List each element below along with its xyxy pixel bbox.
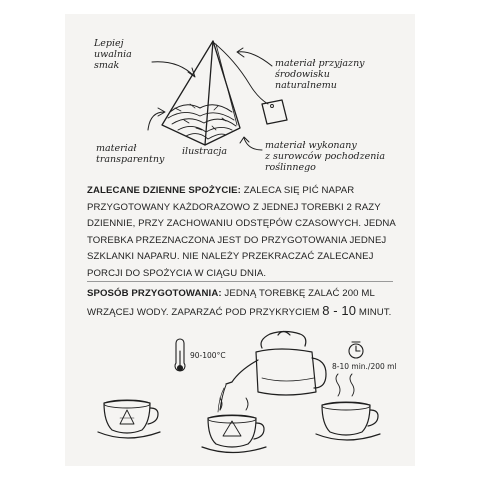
pyramid-tea-bag-icon	[162, 41, 287, 145]
cup-with-tea-bag-icon	[98, 400, 160, 438]
label-eco-friendly: materiał przyjazny środowisku naturalnemu	[275, 58, 365, 91]
cup-ready-icon	[316, 374, 380, 440]
label-transparent: materiał transparentny	[96, 143, 165, 165]
preparation-section: SPOSÓB PRZYGOTOWANIA: JEDNĄ TOREBKĘ ZALAĆ 200 ML WRZĄCEJ WODY. ZAPARZAĆ POD PRZYKRYCIEM 8 - 10 MINUT.	[87, 288, 392, 318]
steep-time: 8 - 10	[322, 302, 357, 318]
dosage-heading: ZALECANE DZIENNE SPOŻYCIE:	[87, 185, 241, 196]
kettle-icon	[226, 332, 326, 396]
cup-steeping-icon	[202, 398, 266, 453]
label-taste: Lepiej uwalnia smak	[94, 38, 132, 71]
preparation-heading: SPOSÓB PRZYGOTOWANIA:	[87, 288, 222, 299]
time-volume-label: 8-10 min./200 ml	[332, 362, 397, 371]
label-plant-based: materiał wykonany z surowców pochodzenia roślinnego	[265, 140, 386, 173]
clock-icon	[349, 342, 363, 358]
annotation-arrows	[148, 48, 272, 150]
thermometer-icon	[175, 339, 185, 371]
label-illustration: ilustracja	[182, 146, 228, 157]
dosage-section: ZALECANE DZIENNE SPOŻYCIE: ZALECA SIĘ PIĆ NAPAR PRZYGOTOWANY KAŻDORAZOWO Z JEDNEJ TOREBKI 2 RAZY DZIENNIE, PRZY ZACHOWANIU ODSTĘPÓW CZASOWYCH. JEDNA TOREBKA PRZEZNACZONA JEST DO PRZYGOTOWANIA JEDNEJ SZKLANKI NAPARU. NIE NALEŻY PRZEKRACZAĆ ZALECANEJ PORCJI DO SPOŻYCIA W CIĄGU DNIA.	[87, 185, 396, 279]
temperature-label: 90-100°C	[190, 351, 226, 360]
section-divider	[87, 281, 393, 282]
water-stream	[220, 385, 226, 410]
